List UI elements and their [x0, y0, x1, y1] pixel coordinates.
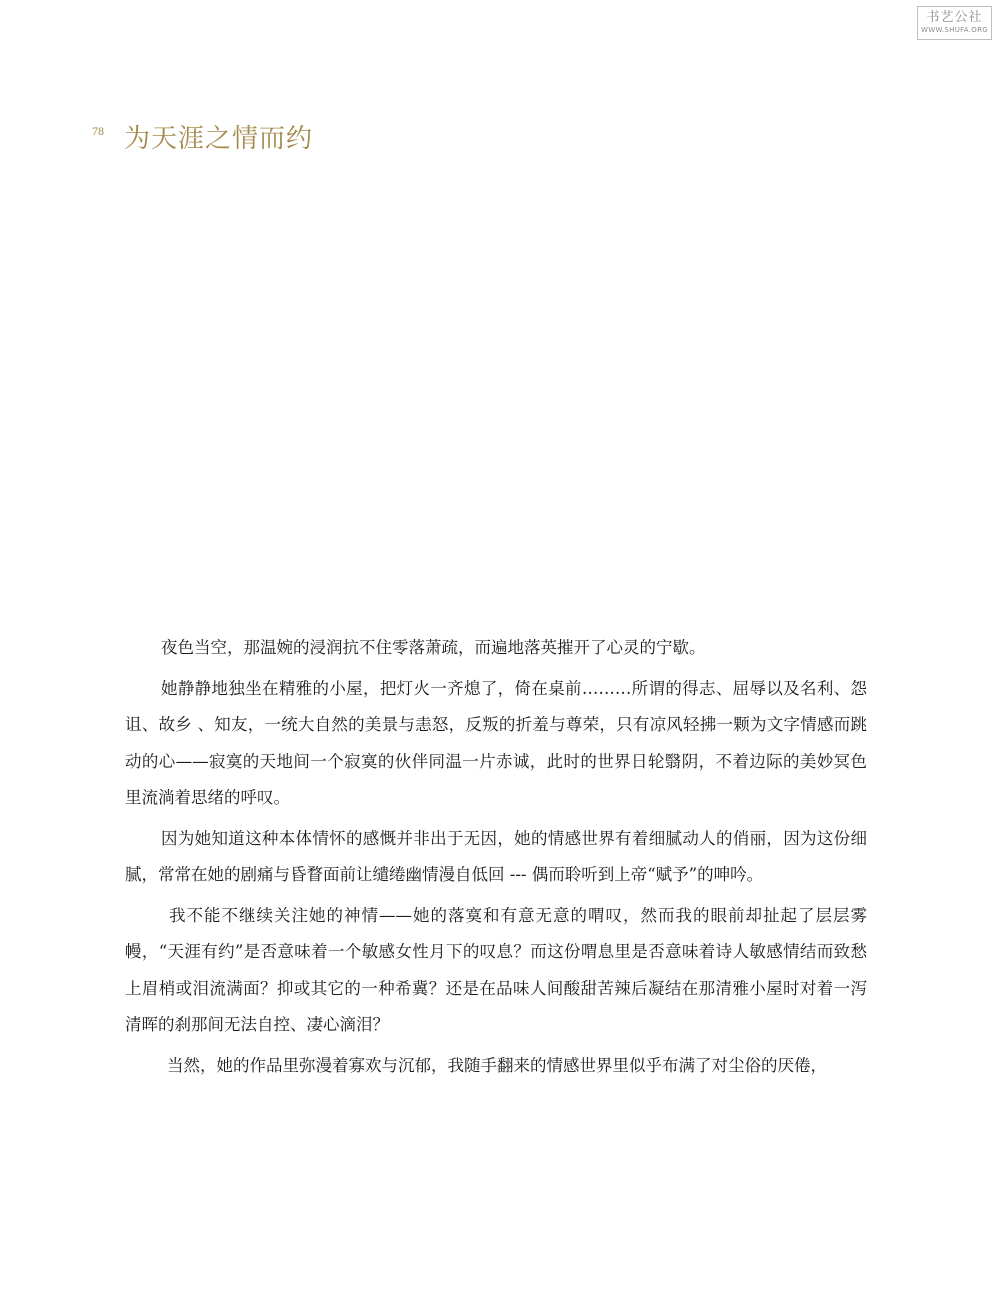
watermark-logo — [917, 6, 992, 40]
watermark-main-text: 书艺公社 — [926, 10, 983, 25]
paragraph: 我不能不继续关注她的神情——她的落寞和有意无意的喟叹，然而我的眼前却扯起了层层雾幔，“天涯有约”是否意味着一个敏感女性月下的叹息？而这份喟息里是否意味着诗人敏感情结而致愁上眉梢或泪流满面？抑或其它的一种希冀？还是在品味人间酸甜苦辣后凝结在那清雅小屋时对着一泻清晖的刹那间无法自控、凄心滴泪？ — [125, 905, 867, 1034]
paragraph: 因为她知道这种本体情怀的感慨并非出于无因，她的情感世界有着细腻动人的俏丽，因为这份细腻，常常在她的剧痛与昏瞀面前让缱绻幽情漫自低回 --- 偶而聆听到上帝“赋予”的呻吟。 — [125, 828, 867, 884]
watermark-url-text: WWW.SHUFA.ORG — [921, 26, 988, 34]
paragraph: 夜色当空，那温婉的浸润抗不住零落萧疏，而遍地落英摧开了心灵的宁歇。 — [161, 638, 706, 657]
body-text — [125, 630, 867, 1088]
chapter-title: 为天涯之情而约 — [124, 124, 314, 154]
page-number: 78 — [92, 124, 104, 138]
paragraph: 她静静地独坐在精雅的小屋，把灯火一齐熄了，倚在桌前………所谓的得志、屈辱以及名利、怨诅、故乡 、知友，一统大自然的美景与恚怒，反叛的折羞与尊荣，只有凉风轻拂一颗为文字情感而跳动的心——寂寞的天地间一个寂寞的伙伴同温一片赤诚，此时的世界日轮翳阴，不着边际的美妙冥色里流淌着思绪的呼叹。 — [125, 678, 867, 807]
paragraph: 当然，她的作品里弥漫着寡欢与沉郁，我随手翻来的情感世界里似乎布满了对尘俗的厌倦， — [167, 1055, 827, 1075]
